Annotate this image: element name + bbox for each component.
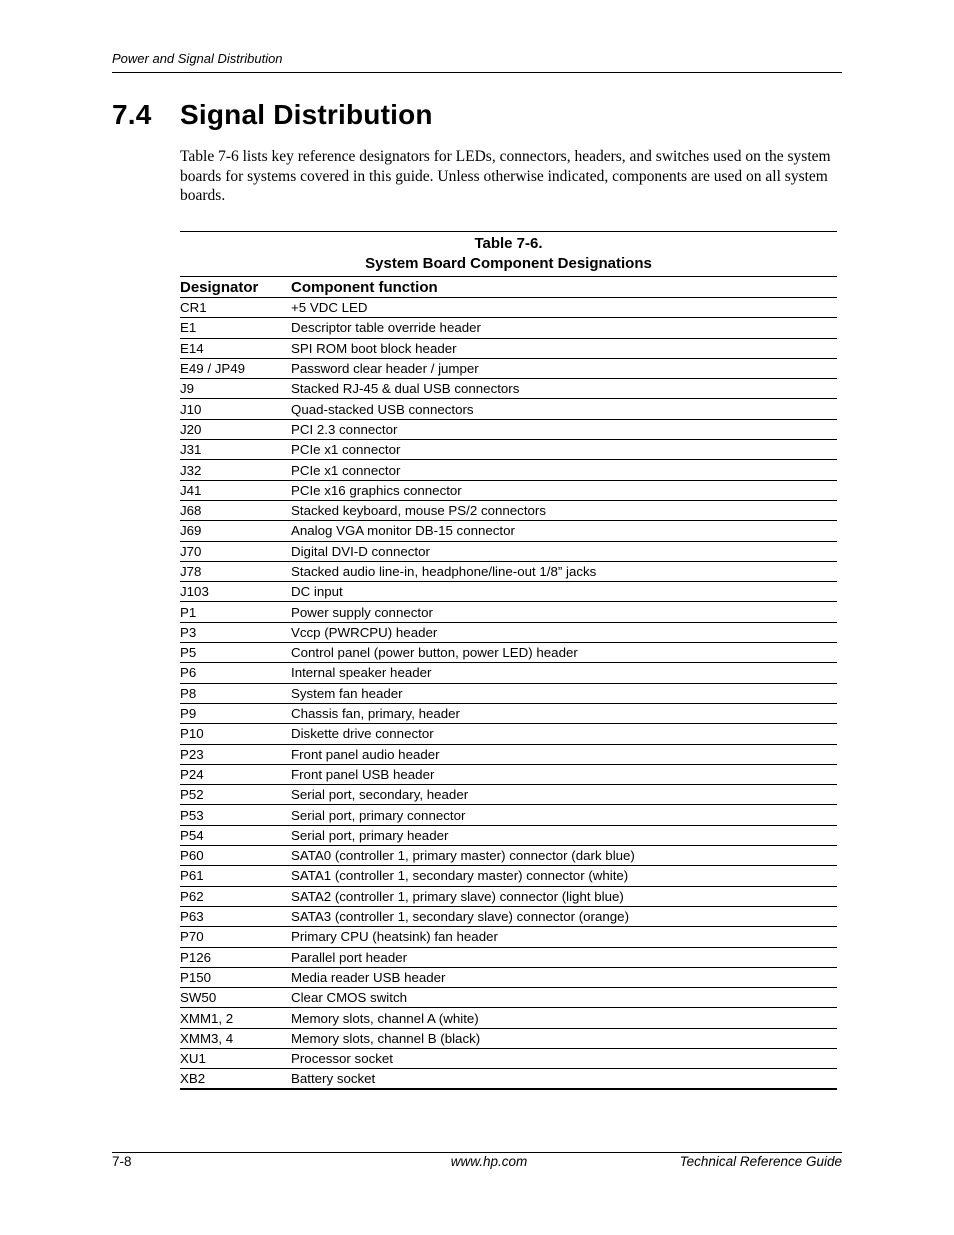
function-cell: PCIe x1 connector xyxy=(291,442,401,458)
designator-cell: E49 / JP49 xyxy=(180,361,246,377)
designator-cell: J78 xyxy=(180,564,202,579)
footer-rule xyxy=(112,1152,842,1153)
column-header-function: Component function xyxy=(291,278,438,296)
designator-cell: P62 xyxy=(180,888,204,904)
function-cell: Control panel (power button, power LED) header xyxy=(291,645,578,661)
function-cell: PCIe x16 graphics connector xyxy=(291,482,462,498)
table-row xyxy=(180,643,837,663)
table-row xyxy=(180,379,837,399)
table-row xyxy=(180,684,837,704)
designator-cell: J9 xyxy=(180,381,195,397)
designator-cell: P60 xyxy=(180,848,204,864)
designator-cell: J69 xyxy=(180,523,202,539)
function-cell: Processor socket xyxy=(291,1051,393,1067)
running-header: Power and Signal Distribution xyxy=(112,51,283,66)
function-cell: Front panel audio header xyxy=(291,746,440,762)
designator-cell: P1 xyxy=(180,604,197,620)
table-row xyxy=(180,887,837,907)
designator-cell: E1 xyxy=(180,320,197,336)
designator-cell: P6 xyxy=(180,665,197,681)
designator-cell: J32 xyxy=(180,462,202,478)
function-cell: PCI 2.3 connector xyxy=(291,421,398,437)
function-cell: Internal speaker header xyxy=(291,665,432,681)
designator-cell: P10 xyxy=(180,726,204,742)
table-row xyxy=(180,704,837,724)
designator-cell: P70 xyxy=(180,929,204,945)
function-cell: SATA1 (controller 1, secondary master) connector (white) xyxy=(291,868,629,884)
function-cell: Descriptor table override header xyxy=(291,320,481,336)
function-cell: Stacked audio line-in, headphone/line-out 1/8” jacks xyxy=(291,564,597,579)
table-row xyxy=(180,724,837,744)
table-row xyxy=(180,602,837,622)
function-cell: Memory slots, channel B (black) xyxy=(291,1030,481,1046)
function-cell: SPI ROM boot block header xyxy=(291,340,457,356)
table-row xyxy=(180,805,837,825)
table-row xyxy=(180,420,837,440)
function-cell: PCIe x1 connector xyxy=(291,462,401,478)
function-cell: Stacked RJ-45 & dual USB connectors xyxy=(291,381,520,397)
table-row xyxy=(180,501,837,521)
table-row xyxy=(180,826,837,846)
table-row xyxy=(180,1049,837,1069)
function-cell: Clear CMOS switch xyxy=(291,990,407,1006)
designator-cell: P23 xyxy=(180,746,204,762)
designator-cell: P150 xyxy=(180,969,212,985)
designator-cell: J10 xyxy=(180,401,202,417)
designator-cell: J103 xyxy=(180,584,209,600)
designator-cell: P126 xyxy=(180,949,212,965)
table-row xyxy=(180,298,837,318)
table-body xyxy=(180,298,837,1090)
table-row xyxy=(180,1008,837,1028)
section-number: 7.4 xyxy=(112,99,152,130)
designator-cell: J68 xyxy=(180,503,202,519)
function-cell: Front panel USB header xyxy=(291,766,435,782)
function-cell: SATA0 (controller 1, primary master) connector (dark blue) xyxy=(291,848,635,864)
function-cell: Stacked keyboard, mouse PS/2 connectors xyxy=(291,503,546,519)
footer-url: www.hp.com xyxy=(450,1154,528,1169)
function-cell: Memory slots, channel A (white) xyxy=(291,1010,479,1026)
table-row xyxy=(180,927,837,947)
designator-cell: E14 xyxy=(180,340,204,356)
function-cell: SATA2 (controller 1, primary slave) connector (light blue) xyxy=(291,888,624,904)
table-row xyxy=(180,562,837,582)
table-row xyxy=(180,765,837,785)
function-cell: System fan header xyxy=(291,685,403,701)
designator-cell: P52 xyxy=(180,787,204,803)
table-row xyxy=(180,623,837,643)
designator-cell: P53 xyxy=(180,807,204,823)
designator-cell: P9 xyxy=(180,706,197,722)
function-cell: Media reader USB header xyxy=(291,969,446,985)
designator-cell: XMM1, 2 xyxy=(180,1010,234,1026)
table-header-row xyxy=(180,276,837,298)
designator-cell: J31 xyxy=(180,442,202,458)
designator-cell: J70 xyxy=(180,543,202,559)
table-row xyxy=(180,745,837,765)
section-title-text: Signal Distribution xyxy=(180,99,433,130)
table-row xyxy=(180,846,837,866)
table-caption-number: Table 7-6. xyxy=(474,235,543,252)
table-row xyxy=(180,907,837,927)
table-row xyxy=(180,460,837,480)
table-row xyxy=(180,481,837,501)
table-row xyxy=(180,1069,837,1089)
footer-page-number: 7-8 xyxy=(112,1154,132,1169)
designator-cell: CR1 xyxy=(180,300,207,316)
table-row xyxy=(180,968,837,988)
function-cell: Analog VGA monitor DB-15 connector xyxy=(291,523,515,539)
header-rule xyxy=(112,72,842,73)
function-cell: Diskette drive connector xyxy=(291,726,434,742)
function-cell: Battery socket xyxy=(291,1070,376,1086)
table-row xyxy=(180,318,837,338)
table-row xyxy=(180,1029,837,1049)
designator-cell: XU1 xyxy=(180,1051,206,1067)
function-cell: Power supply connector xyxy=(291,604,433,620)
intro-paragraph: Table 7-6 lists key reference designators for LEDs, connectors, headers, and switches used on the system boards for systems covered in this guide. Unless otherwise indicated, components are used on all system boards. xyxy=(180,148,831,204)
table-row xyxy=(180,866,837,886)
function-cell: DC input xyxy=(291,584,343,600)
table-row xyxy=(180,948,837,968)
function-cell: Quad-stacked USB connectors xyxy=(291,401,474,417)
table-row xyxy=(180,582,837,602)
function-cell: Primary CPU (heatsink) fan header xyxy=(291,929,498,945)
table-row xyxy=(180,399,837,419)
function-cell: Vccp (PWRCPU) header xyxy=(291,624,438,640)
column-header-designator: Designator xyxy=(180,278,259,296)
designator-cell: P8 xyxy=(180,685,197,701)
designator-cell: J20 xyxy=(180,421,202,437)
function-cell: Chassis fan, primary, header xyxy=(291,706,460,722)
function-cell: Parallel port header xyxy=(291,949,408,965)
table-row xyxy=(180,663,837,683)
designator-cell: XMM3, 4 xyxy=(180,1030,234,1046)
footer-doc-title: Technical Reference Guide xyxy=(679,1154,842,1169)
table-row xyxy=(180,785,837,805)
designator-cell: P3 xyxy=(180,624,197,640)
designator-cell: P54 xyxy=(180,827,204,843)
designator-cell: P63 xyxy=(180,909,204,925)
table-row xyxy=(180,359,837,379)
function-cell: Digital DVI-D connector xyxy=(291,543,430,559)
designator-cell: SW50 xyxy=(180,990,217,1006)
designator-cell: P61 xyxy=(180,868,204,884)
designator-cell: P5 xyxy=(180,645,197,661)
function-cell: Serial port, primary header xyxy=(291,827,449,843)
designator-cell: P24 xyxy=(180,766,204,782)
table-caption xyxy=(180,231,837,276)
function-cell: Password clear header / jumper xyxy=(291,361,479,377)
section-title xyxy=(112,99,433,131)
designator-cell: XB2 xyxy=(180,1070,206,1086)
function-cell: Serial port, secondary, header xyxy=(291,787,469,803)
table-row xyxy=(180,440,837,460)
designator-cell: J41 xyxy=(180,482,202,498)
function-cell: Serial port, primary connector xyxy=(291,807,466,823)
table-row xyxy=(180,988,837,1008)
table-row xyxy=(180,542,837,562)
function-cell: +5 VDC LED xyxy=(291,300,368,316)
table-caption-title: System Board Component Designations xyxy=(365,255,652,272)
function-cell: SATA3 (controller 1, secondary slave) connector (orange) xyxy=(291,909,629,925)
table-row xyxy=(180,521,837,541)
component-designations-table xyxy=(180,231,837,1090)
table-row xyxy=(180,339,837,359)
